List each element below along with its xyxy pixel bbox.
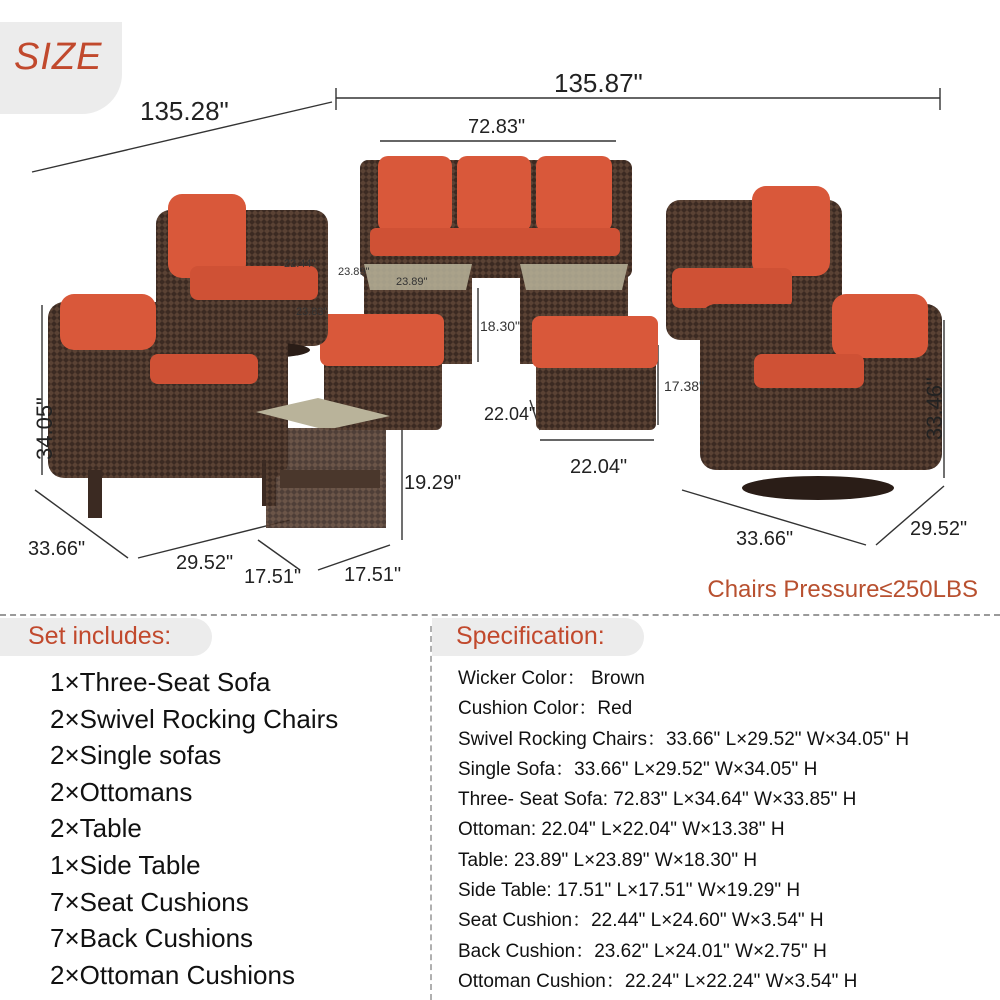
dim-table-side-b: 23.89" (396, 276, 428, 288)
pressure-note: Chairs Pressure≤250LBS (707, 576, 978, 603)
list-item: 7×Seat Cushions (50, 886, 249, 917)
list-item: 2×Ottomans (50, 776, 193, 807)
spec-item: Three- Seat Sofa: 72.83" L×34.64" W×33.85" H (458, 789, 857, 811)
spec-item: Back Cushion：23.62" L×24.01" W×2.75" H (458, 940, 827, 962)
size-title: SIZE (14, 36, 103, 78)
dim-side-table-height: 19.29" (404, 472, 462, 494)
dim-ottoman-width: 22.04" (484, 404, 536, 424)
dim-table-height: 18.30" (480, 318, 521, 334)
spec-item: Wicker Color： Brown (458, 668, 645, 689)
dim-cushion-depth: 23.83" (296, 306, 328, 318)
dim-sofa-set-depth: 135.28" (140, 96, 229, 126)
section-divider (0, 614, 1000, 616)
dim-single-sofa-height: 33.46" (922, 377, 947, 440)
spec-item: Cushion Color：Red (458, 698, 633, 720)
set-includes-title: Set includes: (28, 622, 172, 650)
three-seat-sofa (360, 156, 632, 278)
dim-side-table-width-b: 17.51" (344, 564, 402, 586)
list-item: 2×Ottoman Cushions (50, 959, 295, 990)
dim-ottoman-length: 22.04" (570, 456, 628, 478)
spec-item: Side Table: 17.51" L×17.51" W×19.29" H (458, 880, 801, 902)
spec-item: Seat Cushion：22.44" L×24.60" W×3.54" H (458, 910, 824, 932)
list-item: 2×Swivel Rocking Chairs (50, 703, 339, 734)
list-item: 1×Side Table (50, 849, 201, 880)
column-divider (430, 626, 432, 1000)
spec-item: Ottoman Cushion：22.24" L×22.24" W×3.54" H (458, 970, 858, 992)
dim-side-table-width-a: 17.51" (244, 566, 302, 588)
dim-sofa-width: 72.83" (468, 116, 526, 138)
dim-swivel-chair-length: 33.66" (28, 538, 86, 560)
dim-single-sofa-width: 29.52" (910, 518, 968, 540)
spec-item: Swivel Rocking Chairs：33.66" L×29.52" W×34.05" H (458, 728, 910, 750)
dim-swivel-chair-height: 34.05" (32, 397, 57, 460)
list-item: 2×Table (50, 813, 142, 844)
dim-table-side-a: 23.89" (338, 266, 370, 278)
spec-item: Single Sofa：33.66" L×29.52" W×34.05" H (458, 758, 818, 780)
specification-list (458, 664, 909, 997)
list-item: 2×Single sofas (50, 740, 222, 771)
dim-ottoman-height: 17.38" (664, 378, 705, 394)
single-sofa-front-right (700, 294, 942, 500)
list-item: 1×Three-Seat Sofa (50, 667, 271, 697)
spec-item: Ottoman: 22.04" L×22.04" W×13.38" H (458, 819, 785, 841)
list-item: 7×Back Cushions (50, 923, 254, 954)
dim-swivel-chair-width: 29.52" (176, 552, 234, 574)
specification-title: Specification: (456, 622, 605, 650)
dim-cushion-width: 22.44" (284, 258, 316, 270)
spec-item: Table: 23.89" L×23.89" W×18.30" H (458, 849, 758, 871)
dim-sofa-set-width: 135.87" (554, 68, 643, 98)
set-includes-list (50, 664, 338, 993)
swivel-chair-front-left (48, 294, 288, 518)
dim-single-sofa-length: 33.66" (736, 528, 794, 550)
